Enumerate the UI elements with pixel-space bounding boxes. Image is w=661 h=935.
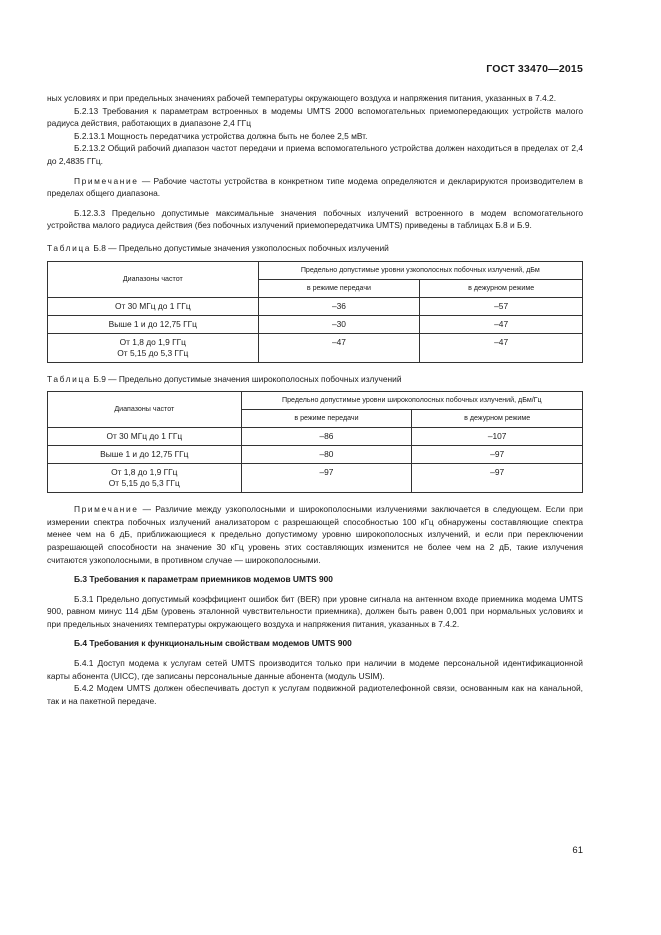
table-b9-group-header: Предельно допустимые уровни широкополосных побочных излучений, дБм/Гц [241, 392, 582, 410]
note-1-text: — Рабочие частоты устройства в конкретном типе модема определяются и декларируются производителем в пределах общего диапазона. [47, 175, 583, 199]
range-line: От 5,15 до 5,3 ГГц [117, 347, 189, 358]
page-content [47, 92, 583, 707]
table-b9-idle-cell: –107 [412, 428, 583, 446]
table-b8-range-cell [48, 333, 259, 362]
table-row [48, 464, 583, 493]
table-b8-range-cell: Выше 1 и до 12,75 ГГц [48, 315, 259, 333]
table-b8-idle-cell: –57 [420, 297, 583, 315]
range-line: От 1,8 до 1,9 ГГц [119, 336, 186, 347]
table-row [48, 428, 583, 446]
table-b9-col-ranges-header: Диапазоны частот [48, 392, 242, 428]
paragraph-b-3-1: Б.3.1 Предельно допустимый коэффициент ошибок бит (BER) при уровне сигнала на антенном входе приемника модема UMTS 900, равном минус 114 дБм (уровень эталонной чувствительности приемника), должен быть равен 0,001 при нормальных условиях и при предельных значениях температуры окружающего воздуха и напряжения питания, указанных в 7.4.2. [47, 593, 583, 629]
note-2-label: Примечание [74, 504, 139, 515]
paragraph-b-4-2: Б.4.2 Модем UMTS должен обеспечивать доступ к услугам подвижной радиотелефонной связи, основанным как на канальной, так и на пакетной передаче. [47, 683, 583, 706]
table-b9-range-cell: Выше 1 и до 12,75 ГГц [48, 446, 242, 464]
page-number: 61 [572, 845, 583, 856]
table-b8-col-ranges-header: Диапазоны частот [48, 261, 259, 297]
range-line: От 1,8 до 1,9 ГГц [111, 467, 178, 478]
table-b9-idle-cell: –97 [412, 464, 583, 493]
table-b9-caption [47, 373, 583, 386]
table-b8-tx-cell: –30 [258, 315, 420, 333]
table-b8-tx-cell: –36 [258, 297, 420, 315]
document-id-header: ГОСТ 33470—2015 [486, 63, 583, 75]
table-b9-tx-cell: –86 [241, 428, 412, 446]
table-b8-idle-cell: –47 [420, 315, 583, 333]
table-b9-range-cell [48, 464, 242, 493]
table-b8-group-header: Предельно допустимые уровни узкополосных побочных излучений, дБм [258, 261, 582, 279]
table-row [48, 446, 583, 464]
table-b8-idle-header: в дежурном режиме [420, 279, 583, 297]
table-b8-range-cell: От 30 МГц до 1 ГГц [48, 297, 259, 315]
table-b8-tx-header: в режиме передачи [258, 279, 420, 297]
table-b8-tx-cell: –47 [258, 333, 420, 362]
table-b9-title: Б.9 — Предельно допустимые значения широкополосных побочных излучений [91, 373, 402, 384]
section-b4-heading: Б.4 Требования к функциональным свойствам модемов UMTS 900 [74, 638, 352, 649]
note-1 [47, 175, 583, 200]
paragraph-b-2-13-1: Б.2.13.1 Мощность передатчика устройства должна быть не более 2,5 мВт. [74, 130, 368, 141]
paragraph-continued: ных условиях и при предельных значениях рабочей температуры окружающего воздуха и напряжения питания, указанных в 7.4.2. [47, 93, 557, 103]
table-b9-range-cell: От 30 МГц до 1 ГГц [48, 428, 242, 446]
table-b8-caption [47, 242, 583, 255]
note-2 [47, 503, 583, 566]
table-b9-idle-cell: –97 [412, 446, 583, 464]
table-row [48, 333, 583, 362]
table-b9-tx-header: в режиме передачи [241, 410, 412, 428]
table-b8 [47, 261, 583, 363]
table-b8-title: Б.8 — Предельно допустимые значения узкополосных побочных излучений [91, 242, 389, 253]
range-line: От 5,15 до 5,3 ГГц [108, 478, 180, 489]
note-2-text: — Различие между узкополосными и широкополосными излучениями заключается в следующем. Если при измерении спектра побочных излучений анализатором с разрешающей способностью 100 кГц обнаружены составляющие спектра менее чем на 6 дБ, приближающиеся к предельно допустимому уровню широкополосных излучений, и если при переключении разрешающей способности на значение 30 кГц уровень этих составляющих изменится не более чем на 2 дБ, такие излучения считаются узкополосными, в противном случае — широкополосными. [47, 504, 583, 565]
section-b3-heading: Б.3 Требования к параметрам приемников модемов UMTS 900 [74, 574, 333, 585]
paragraph-b-2-13-2: Б.2.13.2 Общий рабочий диапазон частот передачи и приема вспомогательного устройства должен находиться в пределах от 2,4 до 2,4835 ГГц. [47, 143, 583, 166]
table-b9-label: Таблица [47, 373, 92, 384]
table-row [48, 315, 583, 333]
table-b9-tx-cell: –80 [241, 446, 412, 464]
paragraph-b-12-3-3: Б.12.3.3 Предельно допустимые максимальные значения побочных излучений встроенного в модем вспомогательного устройства малого радиуса действия (без побочных излучений приемопередатчика UMTS) приведены в таблицах Б.8 и Б.9. [47, 207, 583, 231]
table-b8-idle-cell: –47 [420, 333, 583, 362]
note-1-label: Примечание [74, 175, 139, 186]
paragraph-b-2-13: Б.2.13 Требования к параметрам встроенных в модемы UMTS 2000 вспомогательных приемопередающих устройств малого радиуса действия, работающих в диапазоне 2,4 ГГц [47, 105, 583, 129]
table-b9 [47, 391, 583, 493]
table-b9-idle-header: в дежурном режиме [412, 410, 583, 428]
table-b8-label: Таблица [47, 242, 92, 253]
table-row [48, 297, 583, 315]
table-b9-tx-cell: –97 [241, 464, 412, 493]
paragraph-b-4-1: Б.4.1 Доступ модема к услугам сетей UMTS производится только при наличии в модеме персональной идентификационной карты абонента (UICC), где записаны персональные данные абонента (модуль USIM). [47, 658, 583, 681]
